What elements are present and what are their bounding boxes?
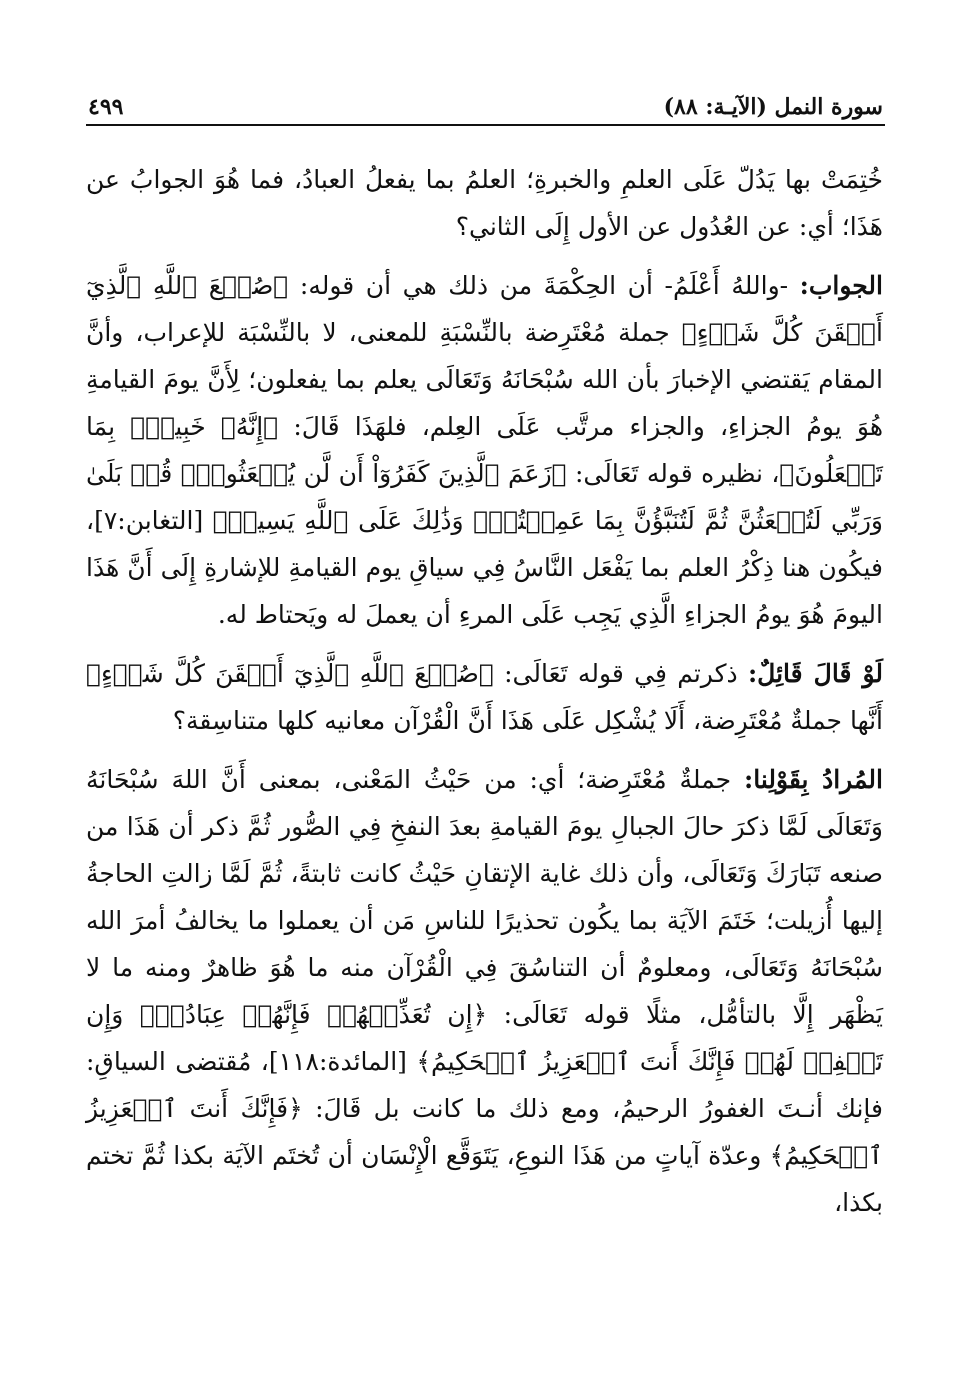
paragraph-text: خُتِمَتْ بها يَدُلّ عَلَى العلمِ والخبرةِ؛ العلمُ بما يفعلُ العبادُ، فما هُوَ الجوابُ عن هَذَا؛ أي: عن العُدُول عن الأول إِلَى الثاني؟ [86, 165, 883, 241]
paragraph-text: -واللهُ أَعْلَمُ- أن الحِكْمَةَ من ذلك هي أن قوله: ﴿صُنۡعَ ٱللَّهِ ٱلَّذِيٓ أَتۡقَنَ كُلَّ شَيۡءٍ﴾ جملة مُعْتَرِضة بالنِّسْبَةِ للمعنى، لا بالنِّسْبَة للإعراب، وأنَّ المقام يَقتضي الإخبارَ بأن الله سُبْحَانَهُ وَتَعَالَى يعلم بما يفعلون؛ لِأَنَّ يومَ القيامةِ هُوَ يومُ الجزاءِ، والجزاء مرتَّب عَلَى العِلم، فلهَذَا قَالَ: ﴿إِنَّهُۥ خَبِيرُۢ بِمَا تَفۡعَلُونَ﴾، نظيره قوله تَعَالَى: ﴿زَعَمَ ٱلَّذِينَ كَفَرُوٓاْ أَن لَّن يُبۡعَثُواْۚ قُلۡ بَلَىٰ وَرَبِّي لَتُبۡعَثُنَّ ثُمَّ لَتُنَبَّؤُنَّ بِمَا عَمِلۡتُمۡۚ وَذَٰلِكَ عَلَى ٱللَّهِ يَسِيرٞ﴾ [التغابن:٧]، فيكُون هنا ذِكْرُ العلم بما يَفْعَل النَّاسُ فِي سياقِ يوم القيامةِ للإشارةِ إِلَى أَنَّ هَذَا اليومَ هُوَ يومُ الجزاءِ الَّذِي يَجِب عَلَى المرءِ أن يعملَ له ويَحتاط له. [86, 271, 883, 629]
paragraph-lead: لَوْ قَالَ قَائِلٌ: [747, 659, 884, 688]
paragraph-lead: الجواب: [799, 271, 883, 300]
paragraph-1 [86, 156, 883, 250]
page-header [88, 86, 883, 120]
paragraph-4 [86, 756, 883, 1226]
body-text [86, 156, 883, 1238]
page-number: ٤٩٩ [88, 94, 124, 120]
paragraph-3 [86, 650, 883, 744]
surah-title: سورة النمل (الآيـة: ٨٨) [663, 94, 883, 120]
paragraph-2 [86, 262, 883, 638]
paragraph-lead: المُرادُ بِقَوْلِنا: [743, 765, 883, 794]
paragraph-text: ذكرتم فِي قوله تَعَالَى: ﴿صُنۡعَ ٱللَّهِ ٱلَّذِيٓ أَتۡقَنَ كُلَّ شَيۡءٍ﴾ أَنَّها جملةٌ مُعْتَرِضة، أَلَا يُشْكِل عَلَى هَذَا أَنَّ الْقُرْآن معانيه كلها متناسِقة؟ [86, 659, 883, 735]
paragraph-text: جملةٌ مُعْتَرِضة؛ أي: من حَيْثُ المَعْنى، بمعنى أَنَّ اللهَ سُبْحَانَهُ وَتَعَالَى لَمَّا ذكرَ حالَ الجبالِ يومَ القيامةِ بعدَ النفخِ فِي الصُّور ثُمَّ ذكر أن هَذَا من صنعه تَبَارَكَ وَتَعَالَى، وأن ذلك غاية الإتقانِ حَيْثُ كانت ثابتةً، ثُمَّ لَمَّا زالتِ الحاجةُ إليها أُزيلت؛ خَتَمَ الآيَة بما يكُون تحذيرًا للناسِ مَن أن يعملوا ما يخالفُ أمرَ الله سُبْحَانَهُ وَتَعَالَى، ومعلومٌ أن التناسُقَ فِي الْقُرْآن منه ما هُوَ ظاهرٌ ومنه ما لا يَظْهَر إِلَّا بالتأمُّل، مثلًا قوله تَعَالَى: ﴿إِن تُعَذِّبۡهُمۡ فَإِنَّهُمۡ عِبَادُكَۖ وَإِن تَغۡفِرۡ لَهُمۡ فَإِنَّكَ أَنتَ ٱلۡعَزِيزُ ٱلۡحَكِيمُ﴾ [المائدة:١١٨]، مُقتضى السياقِ: فإنك أنـتَ الغفورُ الرحيمُ، ومع ذلك ما كانت بل قَالَ: ﴿فَإِنَّكَ أَنتَ ٱلۡعَزِيزُ ٱلۡحَكِيمُ﴾ وعدّة آياتٍ من هَذَا النوعِ، يَتَوَقَّع الْإِنْسَان أن تُختَم الآيَة بكذا ثُمَّ تختم بكذا، [86, 765, 883, 1217]
header-divider [86, 124, 885, 126]
